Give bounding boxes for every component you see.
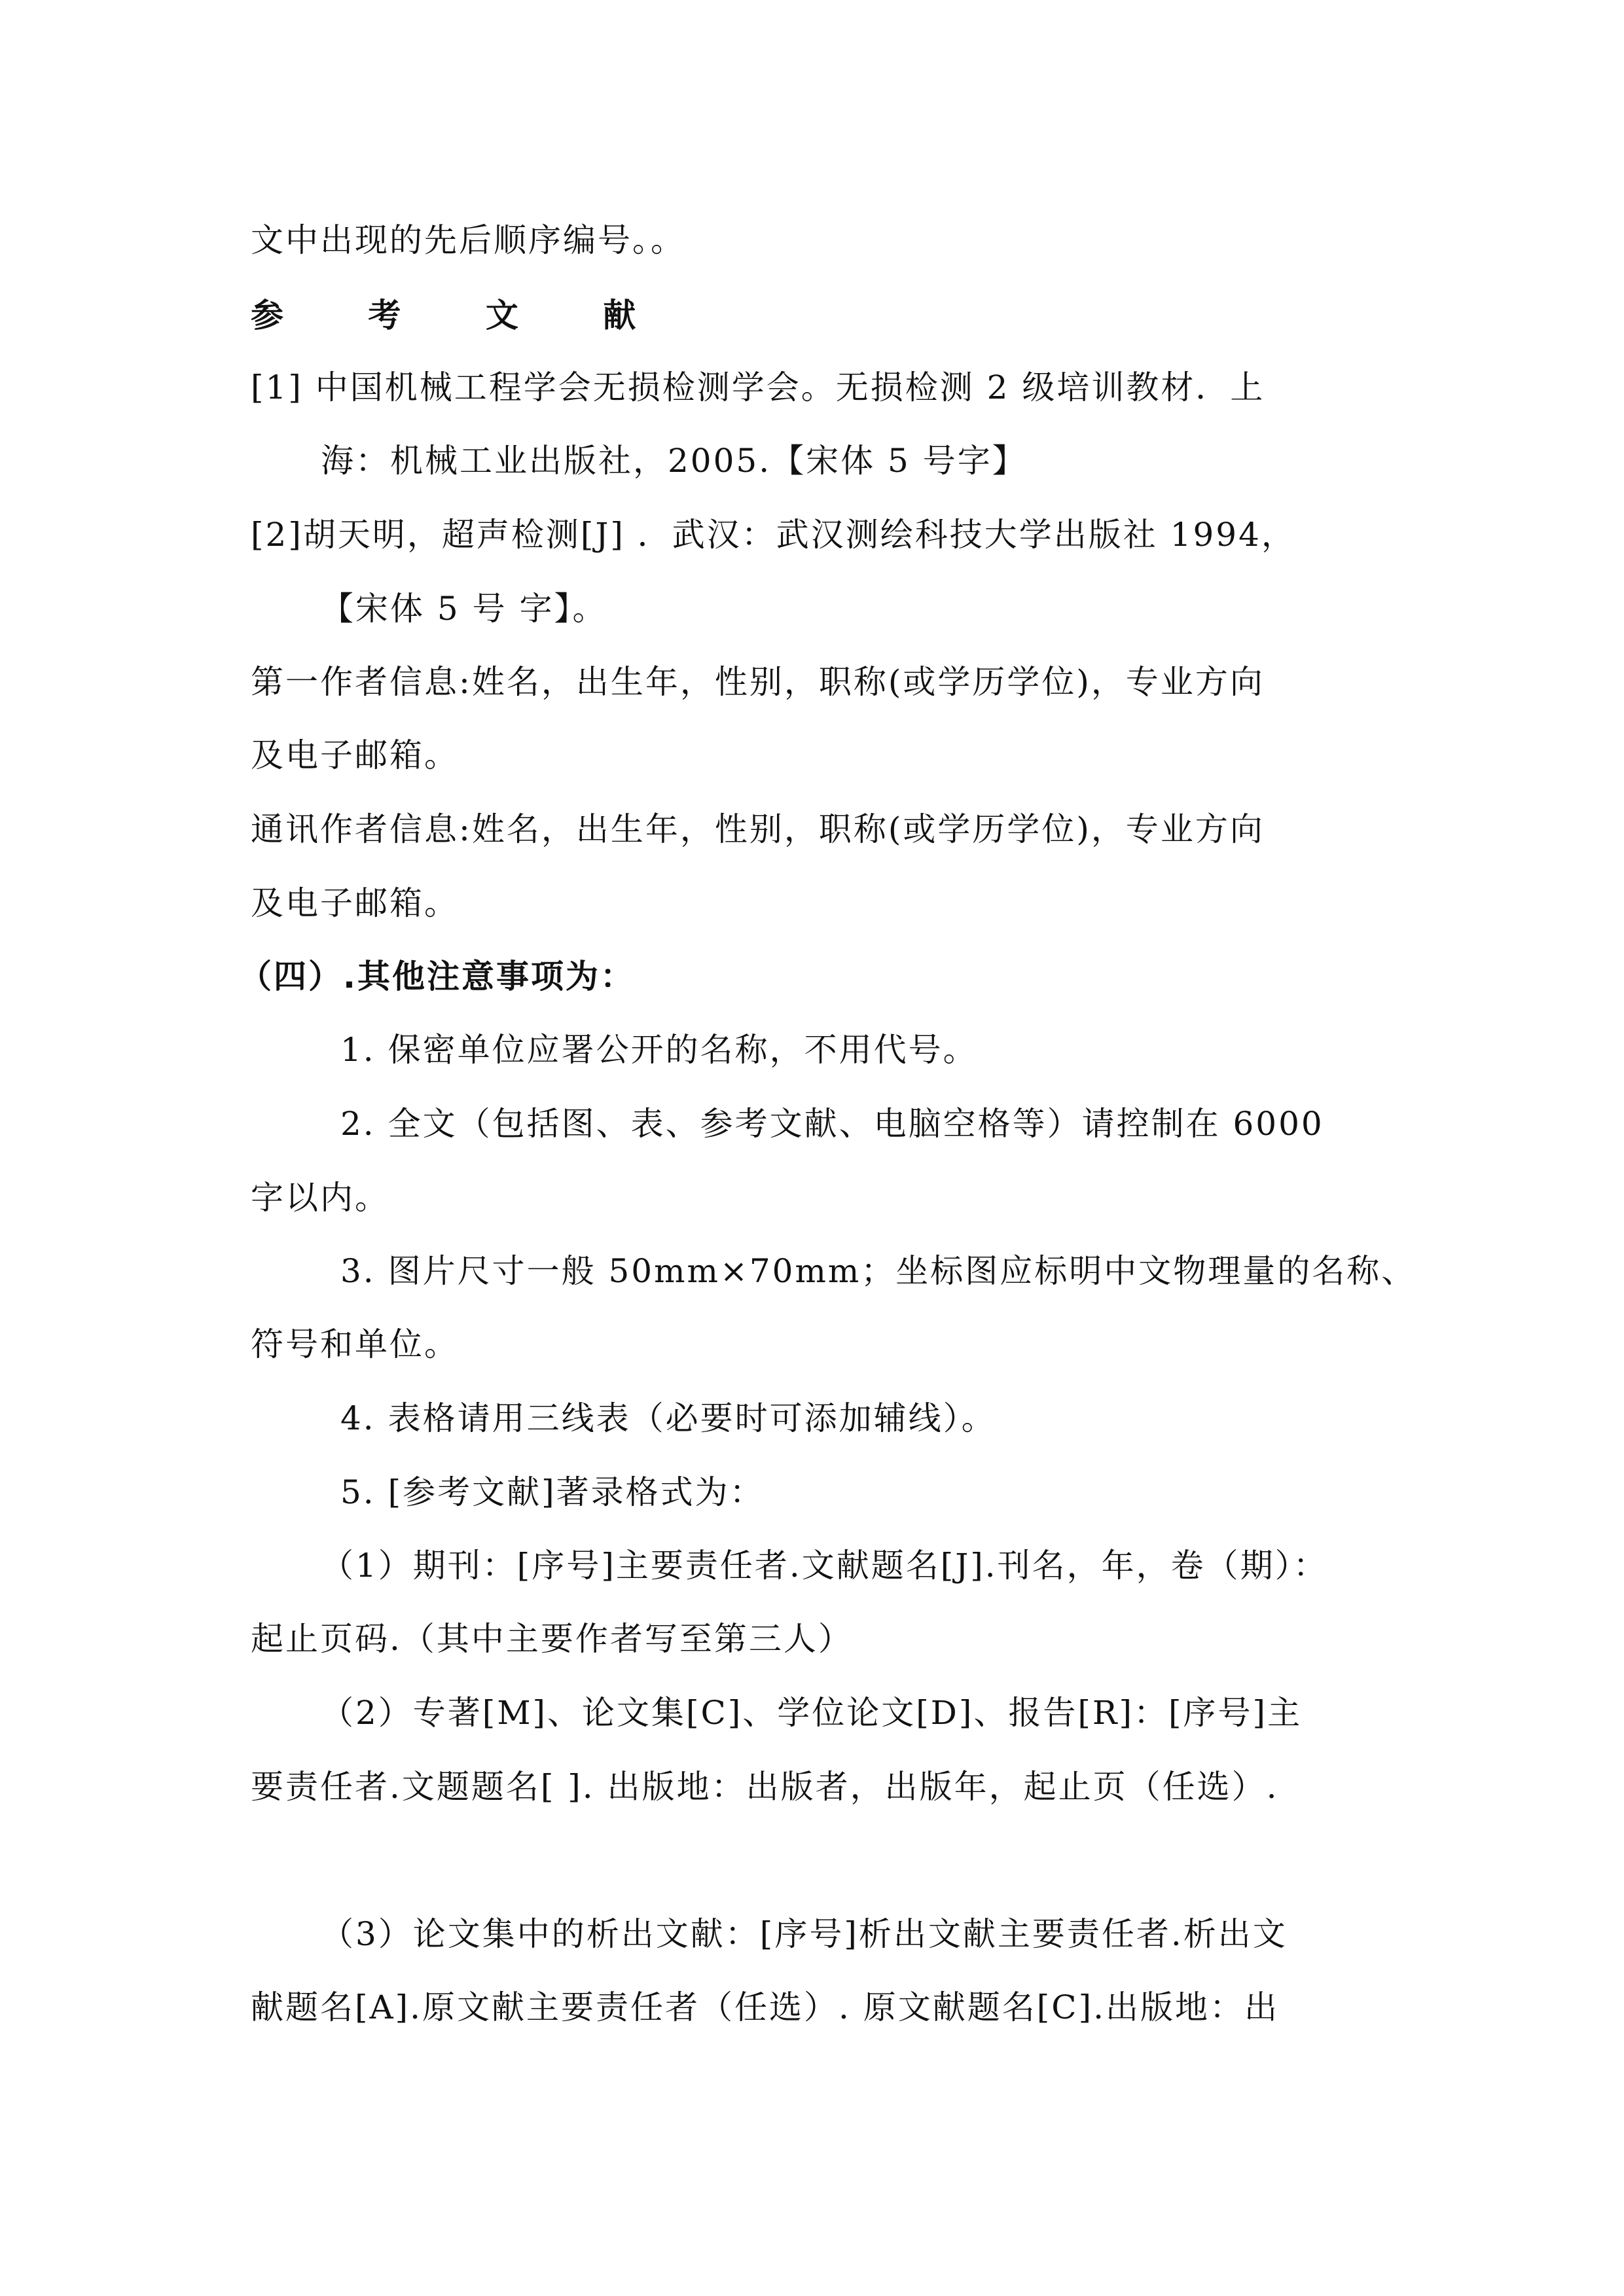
paragraph-line: 文中出现的先后顺序编号。。 bbox=[251, 221, 685, 259]
reference-item-continuation: 【宋体 5 号 字】。 bbox=[321, 590, 607, 628]
reference-item-continuation: 海：机械工业出版社，2005.【宋体 5 号字】 bbox=[321, 442, 1027, 480]
format-item-continuation: 要责任者.文题题名[ ]. 出版地：出版者，出版年，起止页（任选）. bbox=[251, 1768, 1279, 1806]
note-item-continuation: 符号和单位。 bbox=[251, 1325, 459, 1363]
corresponding-author-info-continuation: 及电子邮箱。 bbox=[251, 884, 459, 922]
section-heading: （四）.其他注意事项为： bbox=[239, 958, 635, 996]
note-item: 5. [参考文献]著录格式为： bbox=[340, 1473, 765, 1511]
reference-item: [1] 中国机械工程学会无损检测学会。无损检测 2 级培训教材．上 bbox=[251, 368, 1265, 406]
corresponding-author-info: 通讯作者信息:姓名，出生年，性别，职称(或学历学位)，专业方向 bbox=[251, 810, 1265, 848]
format-item: （3）论文集中的析出文献：[序号]析出文献主要责任者.析出文 bbox=[321, 1915, 1288, 1953]
note-item: 4. 表格请用三线表（必要时可添加辅线）。 bbox=[340, 1399, 996, 1437]
note-item: 1. 保密单位应署公开的名称，不用代号。 bbox=[340, 1031, 978, 1069]
references-heading: 参 考 文 献 bbox=[251, 296, 673, 334]
format-item: （2）专著[M]、论文集[C]、学位论文[D]、报告[R]：[序号]主 bbox=[321, 1694, 1303, 1732]
note-item: 2. 全文（包括图、表、参考文献、电脑空格等）请控制在 6000 bbox=[340, 1105, 1324, 1143]
first-author-info: 第一作者信息:姓名，出生年，性别，职称(或学历学位)，专业方向 bbox=[251, 663, 1265, 701]
first-author-info-continuation: 及电子邮箱。 bbox=[251, 736, 459, 774]
note-item: 3. 图片尺寸一般 50mm×70mm；坐标图应标明中文物理量的名称、 bbox=[340, 1252, 1416, 1290]
format-item-continuation: 起止页码.（其中主要作者写至第三人） bbox=[251, 1620, 853, 1658]
format-item-continuation: 献题名[A].原文献主要责任者（任选）. 原文献题名[C].出版地：出 bbox=[251, 1988, 1279, 2026]
reference-item: [2]胡天明，超声检测[J] ．武汉：武汉测绘科技大学出版社 1994， bbox=[251, 516, 1296, 554]
note-item-continuation: 字以内。 bbox=[251, 1179, 389, 1217]
format-item: （1）期刊：[序号]主要责任者.文献题名[J].刊名，年，卷（期）： bbox=[321, 1547, 1328, 1585]
